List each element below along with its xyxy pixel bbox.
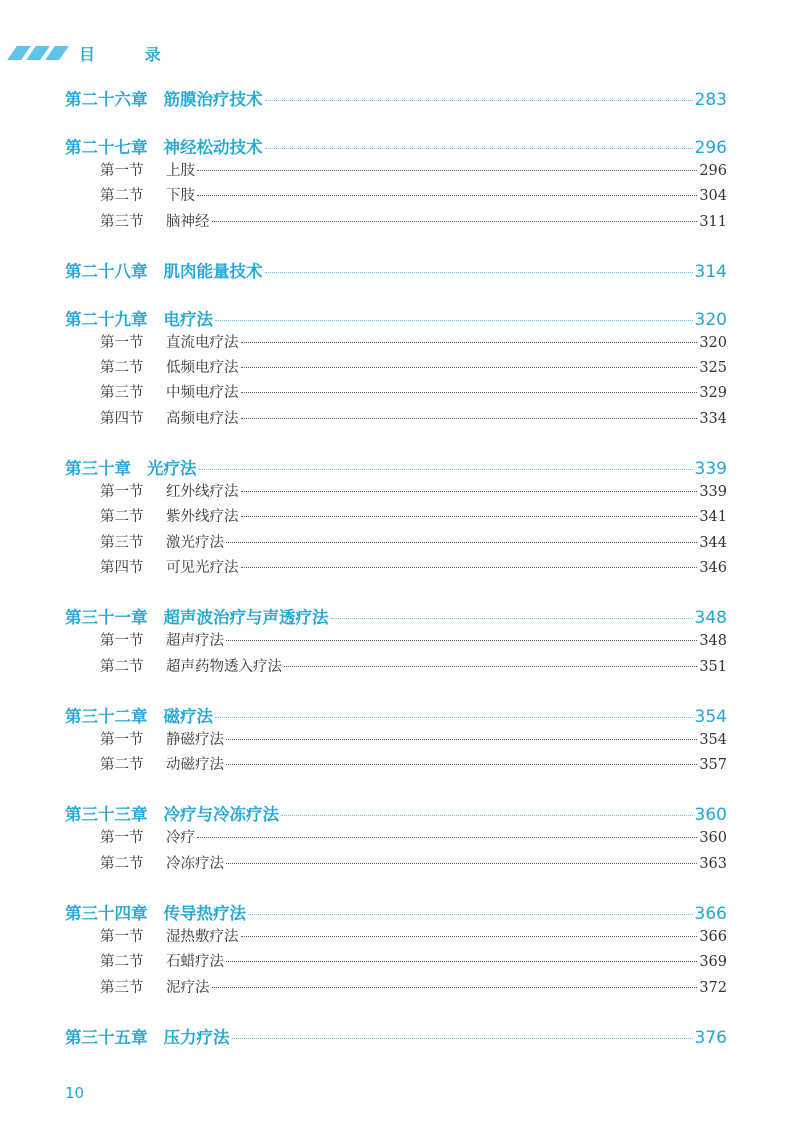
section-page: 366 [699, 929, 727, 946]
section-number: 第四节 [100, 559, 144, 576]
section-title: 下肢 [166, 188, 195, 205]
section-number: 第三节 [100, 385, 144, 402]
chapter-number: 第三十二章 [65, 706, 148, 726]
chapter-title: 神经松动技术 [163, 138, 263, 157]
section-number: 第三节 [100, 213, 144, 230]
section-number: 第一节 [100, 334, 144, 351]
page-number: 10 [65, 1084, 85, 1102]
section-page: 354 [699, 731, 727, 748]
section-title: 冷疗 [166, 830, 195, 847]
section-number: 第三节 [100, 534, 144, 551]
header-title: 目 录 [79, 44, 183, 64]
chapter-number: 第三十三章 [65, 805, 148, 825]
section-title: 紫外线疗法 [166, 509, 239, 526]
dot-leader [248, 914, 693, 915]
chapter-title: 光疗法 [147, 459, 197, 479]
chapter-block [65, 306, 727, 432]
chapter-number: 第三十章 [65, 459, 131, 479]
dot-leader [197, 195, 697, 196]
section-page: 325 [699, 360, 727, 377]
section-number: 第一节 [100, 731, 144, 748]
header-stripes-decoration [12, 46, 69, 60]
section-page: 348 [699, 633, 727, 650]
section-entry[interactable] [65, 950, 727, 975]
dot-leader [241, 367, 698, 368]
dot-leader [215, 717, 693, 718]
section-entry[interactable] [65, 356, 727, 381]
section-title: 静磁疗法 [166, 731, 224, 748]
chapter-entry[interactable] [65, 258, 727, 283]
section-page: 372 [699, 979, 727, 996]
section-entry[interactable] [65, 556, 727, 581]
section-number: 第二节 [100, 188, 144, 205]
chapter-block [65, 455, 727, 581]
section-number: 第二节 [100, 658, 144, 675]
section-title: 超声疗法 [166, 633, 224, 650]
dot-leader [241, 567, 698, 568]
section-number: 第二节 [100, 855, 144, 872]
section-number: 第一节 [100, 929, 144, 946]
dot-leader [199, 469, 693, 470]
section-page: 296 [699, 163, 727, 179]
chapter-title: 电疗法 [163, 309, 213, 329]
chapter-title: 压力疗法 [163, 1027, 230, 1047]
section-entry[interactable] [65, 753, 727, 778]
section-title: 红外线疗法 [166, 484, 239, 501]
chapter-entry[interactable] [65, 801, 727, 826]
dot-leader [212, 987, 698, 988]
chapter-block [65, 900, 727, 1001]
chapter-number: 第二十六章 [65, 90, 148, 109]
chapter-number: 第三十五章 [65, 1027, 148, 1047]
chapter-block [65, 86, 727, 111]
chapter-number: 第二十九章 [65, 309, 148, 329]
chapter-entry[interactable] [65, 1024, 727, 1049]
dot-leader [226, 961, 697, 962]
dot-leader [265, 100, 693, 101]
section-entry[interactable] [65, 531, 727, 556]
chapter-page: 314 [694, 261, 727, 282]
chapter-page: 348 [694, 608, 727, 629]
dot-leader [226, 764, 697, 765]
dot-leader [232, 1038, 693, 1039]
section-page: 341 [699, 509, 727, 526]
dot-leader [265, 148, 693, 149]
section-entry[interactable] [65, 728, 727, 753]
toc-header [12, 40, 183, 66]
section-title: 可见光疗法 [166, 559, 239, 576]
chapter-entry[interactable] [65, 455, 727, 480]
section-title: 上肢 [166, 163, 195, 179]
section-title: 激光疗法 [166, 534, 224, 551]
dot-leader [265, 272, 693, 273]
section-title: 冷冻疗法 [166, 855, 224, 872]
chapter-title: 传导热疗法 [163, 904, 246, 924]
chapter-page: 354 [694, 706, 727, 727]
chapter-number: 第二十八章 [65, 261, 148, 281]
chapter-title: 超声波治疗与声透疗法 [163, 608, 329, 628]
chapter-entry[interactable] [65, 604, 727, 629]
chapter-entry[interactable] [65, 900, 727, 925]
section-title: 脑神经 [166, 213, 210, 230]
dot-leader [226, 640, 697, 641]
section-title: 直流电疗法 [166, 334, 239, 351]
dot-leader [241, 418, 698, 419]
section-page: 363 [699, 855, 727, 872]
section-number: 第二节 [100, 360, 144, 377]
chapter-number: 第三十一章 [65, 608, 148, 628]
section-entry[interactable] [65, 159, 727, 184]
dot-leader [197, 170, 697, 171]
chapter-title: 磁疗法 [163, 706, 213, 726]
section-entry[interactable] [65, 505, 727, 530]
section-title: 低频电疗法 [166, 360, 239, 377]
section-page: 351 [699, 658, 727, 675]
chapter-number: 第三十四章 [65, 904, 148, 924]
table-of-contents [65, 86, 727, 1072]
section-entry[interactable] [65, 381, 727, 406]
section-entry[interactable] [65, 331, 727, 356]
dot-leader [241, 491, 698, 492]
section-entry[interactable] [65, 852, 727, 877]
dot-leader [241, 936, 698, 937]
chapter-block [65, 703, 727, 779]
section-number: 第一节 [100, 163, 144, 179]
chapter-page: 376 [694, 1027, 727, 1048]
chapter-page: 296 [694, 138, 727, 158]
dot-leader [241, 516, 698, 517]
section-entry[interactable] [65, 655, 727, 680]
dot-leader [284, 666, 697, 667]
chapter-entry[interactable] [65, 134, 727, 159]
section-page: 311 [699, 213, 727, 230]
section-page: 339 [699, 484, 727, 501]
section-number: 第三节 [100, 979, 144, 996]
chapter-page: 360 [694, 805, 727, 826]
section-page: 346 [699, 559, 727, 576]
section-number: 第四节 [100, 410, 144, 427]
dot-leader [212, 221, 698, 222]
section-number: 第二节 [100, 509, 144, 526]
chapter-title: 筋膜治疗技术 [163, 90, 263, 109]
section-page: 344 [699, 534, 727, 551]
section-entry[interactable] [65, 826, 727, 851]
chapter-entry[interactable] [65, 86, 727, 111]
dot-leader [241, 342, 698, 343]
section-entry[interactable] [65, 407, 727, 432]
chapter-page: 366 [694, 904, 727, 925]
section-page: 320 [699, 334, 727, 351]
section-title: 高频电疗法 [166, 410, 239, 427]
section-title: 中频电疗法 [166, 385, 239, 402]
section-page: 334 [699, 410, 727, 427]
section-entry[interactable] [65, 925, 727, 950]
section-page: 357 [699, 757, 727, 774]
section-page: 360 [699, 830, 727, 847]
section-number: 第二节 [100, 757, 144, 774]
chapter-page: 339 [694, 459, 727, 480]
section-title: 动磁疗法 [166, 757, 224, 774]
dot-leader [241, 392, 698, 393]
chapter-title: 冷疗与冷冻疗法 [163, 805, 279, 825]
section-page: 369 [699, 954, 727, 971]
section-title: 泥疗法 [166, 979, 210, 996]
stripe-decoration [45, 46, 69, 60]
dot-leader [197, 837, 697, 838]
section-entry[interactable] [65, 480, 727, 505]
chapter-entry[interactable] [65, 703, 727, 728]
chapter-block [65, 801, 727, 877]
section-number: 第二节 [100, 954, 144, 971]
chapter-block [65, 134, 727, 235]
section-title: 石蜡疗法 [166, 954, 224, 971]
chapter-block [65, 258, 727, 283]
section-entry[interactable] [65, 976, 727, 1001]
section-number: 第一节 [100, 633, 144, 650]
chapter-block [65, 604, 727, 680]
dot-leader [215, 320, 693, 321]
section-number: 第一节 [100, 830, 144, 847]
dot-leader [226, 863, 697, 864]
dot-leader [226, 542, 697, 543]
section-page: 304 [699, 188, 727, 205]
chapter-page: 320 [694, 309, 727, 330]
section-entry[interactable] [65, 184, 727, 209]
chapter-title: 肌肉能量技术 [163, 261, 263, 281]
chapter-entry[interactable] [65, 306, 727, 331]
section-title: 湿热敷疗法 [166, 929, 239, 946]
section-title: 超声药物透入疗法 [166, 658, 282, 675]
section-number: 第一节 [100, 484, 144, 501]
dot-leader [281, 815, 693, 816]
section-entry[interactable] [65, 629, 727, 654]
chapter-page: 283 [694, 90, 727, 110]
dot-leader [226, 739, 697, 740]
dot-leader [331, 618, 693, 619]
chapter-block [65, 1024, 727, 1049]
section-page: 329 [699, 385, 727, 402]
section-entry[interactable] [65, 210, 727, 235]
chapter-number: 第二十七章 [65, 138, 148, 157]
